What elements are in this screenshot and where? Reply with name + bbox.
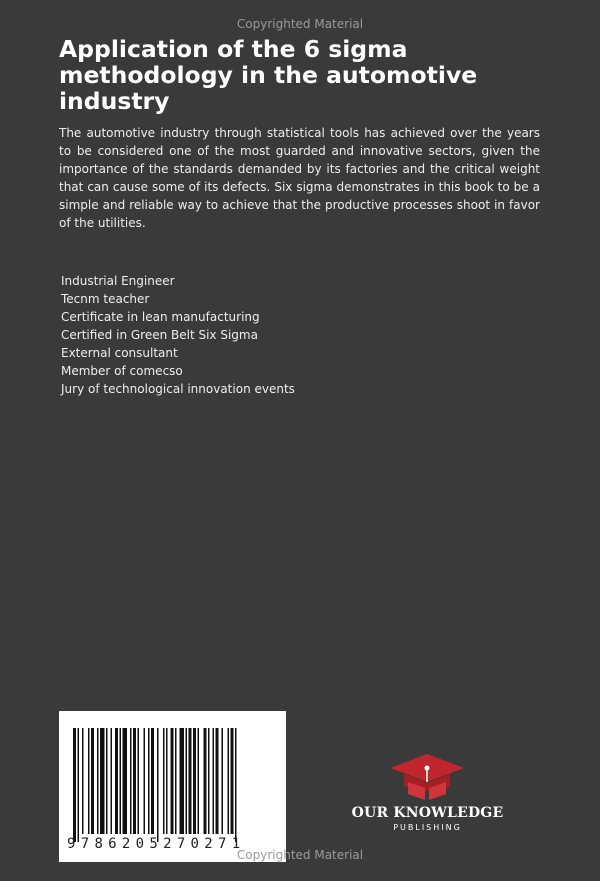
publisher-name: OUR KNOWLEDGE bbox=[351, 805, 504, 821]
barcode-digits: 9786205270271 bbox=[67, 836, 246, 852]
barcode-bar bbox=[213, 728, 215, 834]
barcode-bar bbox=[82, 728, 84, 834]
watermark-top: Copyrighted Material bbox=[236, 17, 364, 31]
author-bio-list bbox=[61, 272, 295, 398]
barcode-bar bbox=[157, 728, 159, 842]
barcode-bar bbox=[193, 728, 196, 834]
watermark-bottom: Copyrighted Material bbox=[236, 848, 364, 862]
barcode-bar bbox=[208, 728, 210, 834]
barcode-bar bbox=[228, 728, 230, 834]
barcode-bar bbox=[123, 728, 128, 834]
barcode-bar bbox=[189, 728, 192, 834]
barcode-bar bbox=[133, 728, 136, 834]
barcode-bar bbox=[144, 728, 146, 834]
barcode-bar bbox=[130, 728, 132, 834]
barcode-bar bbox=[186, 728, 188, 834]
barcode-bar bbox=[180, 728, 185, 834]
isbn-barcode bbox=[59, 711, 286, 862]
barcode-bar bbox=[120, 728, 122, 834]
barcode-bar bbox=[148, 728, 150, 834]
barcode-bar bbox=[166, 728, 168, 834]
barcode-bar bbox=[73, 728, 76, 842]
publisher-logo bbox=[350, 752, 505, 837]
barcode-bar bbox=[100, 728, 105, 834]
barcode-bar bbox=[88, 728, 90, 834]
bio-item: External consultant bbox=[61, 346, 178, 360]
barcode-bar bbox=[235, 728, 237, 842]
bio-item: Member of comecso bbox=[61, 364, 183, 378]
barcode-bar bbox=[97, 728, 99, 834]
barcode-bar bbox=[138, 728, 140, 834]
graduation-cap-book-icon bbox=[388, 752, 466, 802]
bio-item: Certified in Green Belt Six Sigma bbox=[61, 328, 258, 342]
publisher-subtitle: PUBLISHING bbox=[393, 823, 462, 832]
barcode-bar bbox=[106, 728, 108, 834]
barcode-bar bbox=[163, 728, 165, 834]
barcode-bar bbox=[198, 728, 200, 834]
book-description: The automotive industry through statistical tools has achieved over the years to be considered one of the most guarded and innovative sectors, given the importance of the standards demanded by its factories and the critical weight that can cause some of its defects. Six sigma demonstrates in this book to be a simple and reliable way to achieve that the productive processes shoot in favor of the utilities. bbox=[59, 126, 540, 230]
barcode-bar bbox=[78, 728, 80, 842]
barcode-bar bbox=[115, 728, 118, 834]
barcode-bar bbox=[111, 728, 113, 834]
bio-item: Jury of technological innovation events bbox=[61, 382, 295, 396]
bio-item: Tecnm teacher bbox=[61, 292, 150, 306]
barcode-bar bbox=[171, 728, 174, 834]
book-title: Application of the 6 sigma methodology in the automotive industry bbox=[59, 35, 478, 115]
barcode-bar bbox=[175, 728, 177, 834]
barcode-bar bbox=[222, 728, 224, 834]
barcode-bar bbox=[204, 728, 207, 834]
barcode-bar bbox=[91, 728, 94, 834]
bio-item: Certificate in lean manufacturing bbox=[61, 310, 260, 324]
barcode-bar bbox=[151, 728, 154, 834]
barcode-bar bbox=[231, 728, 234, 834]
barcode-bar bbox=[216, 728, 219, 834]
bio-item: Industrial Engineer bbox=[61, 274, 175, 288]
